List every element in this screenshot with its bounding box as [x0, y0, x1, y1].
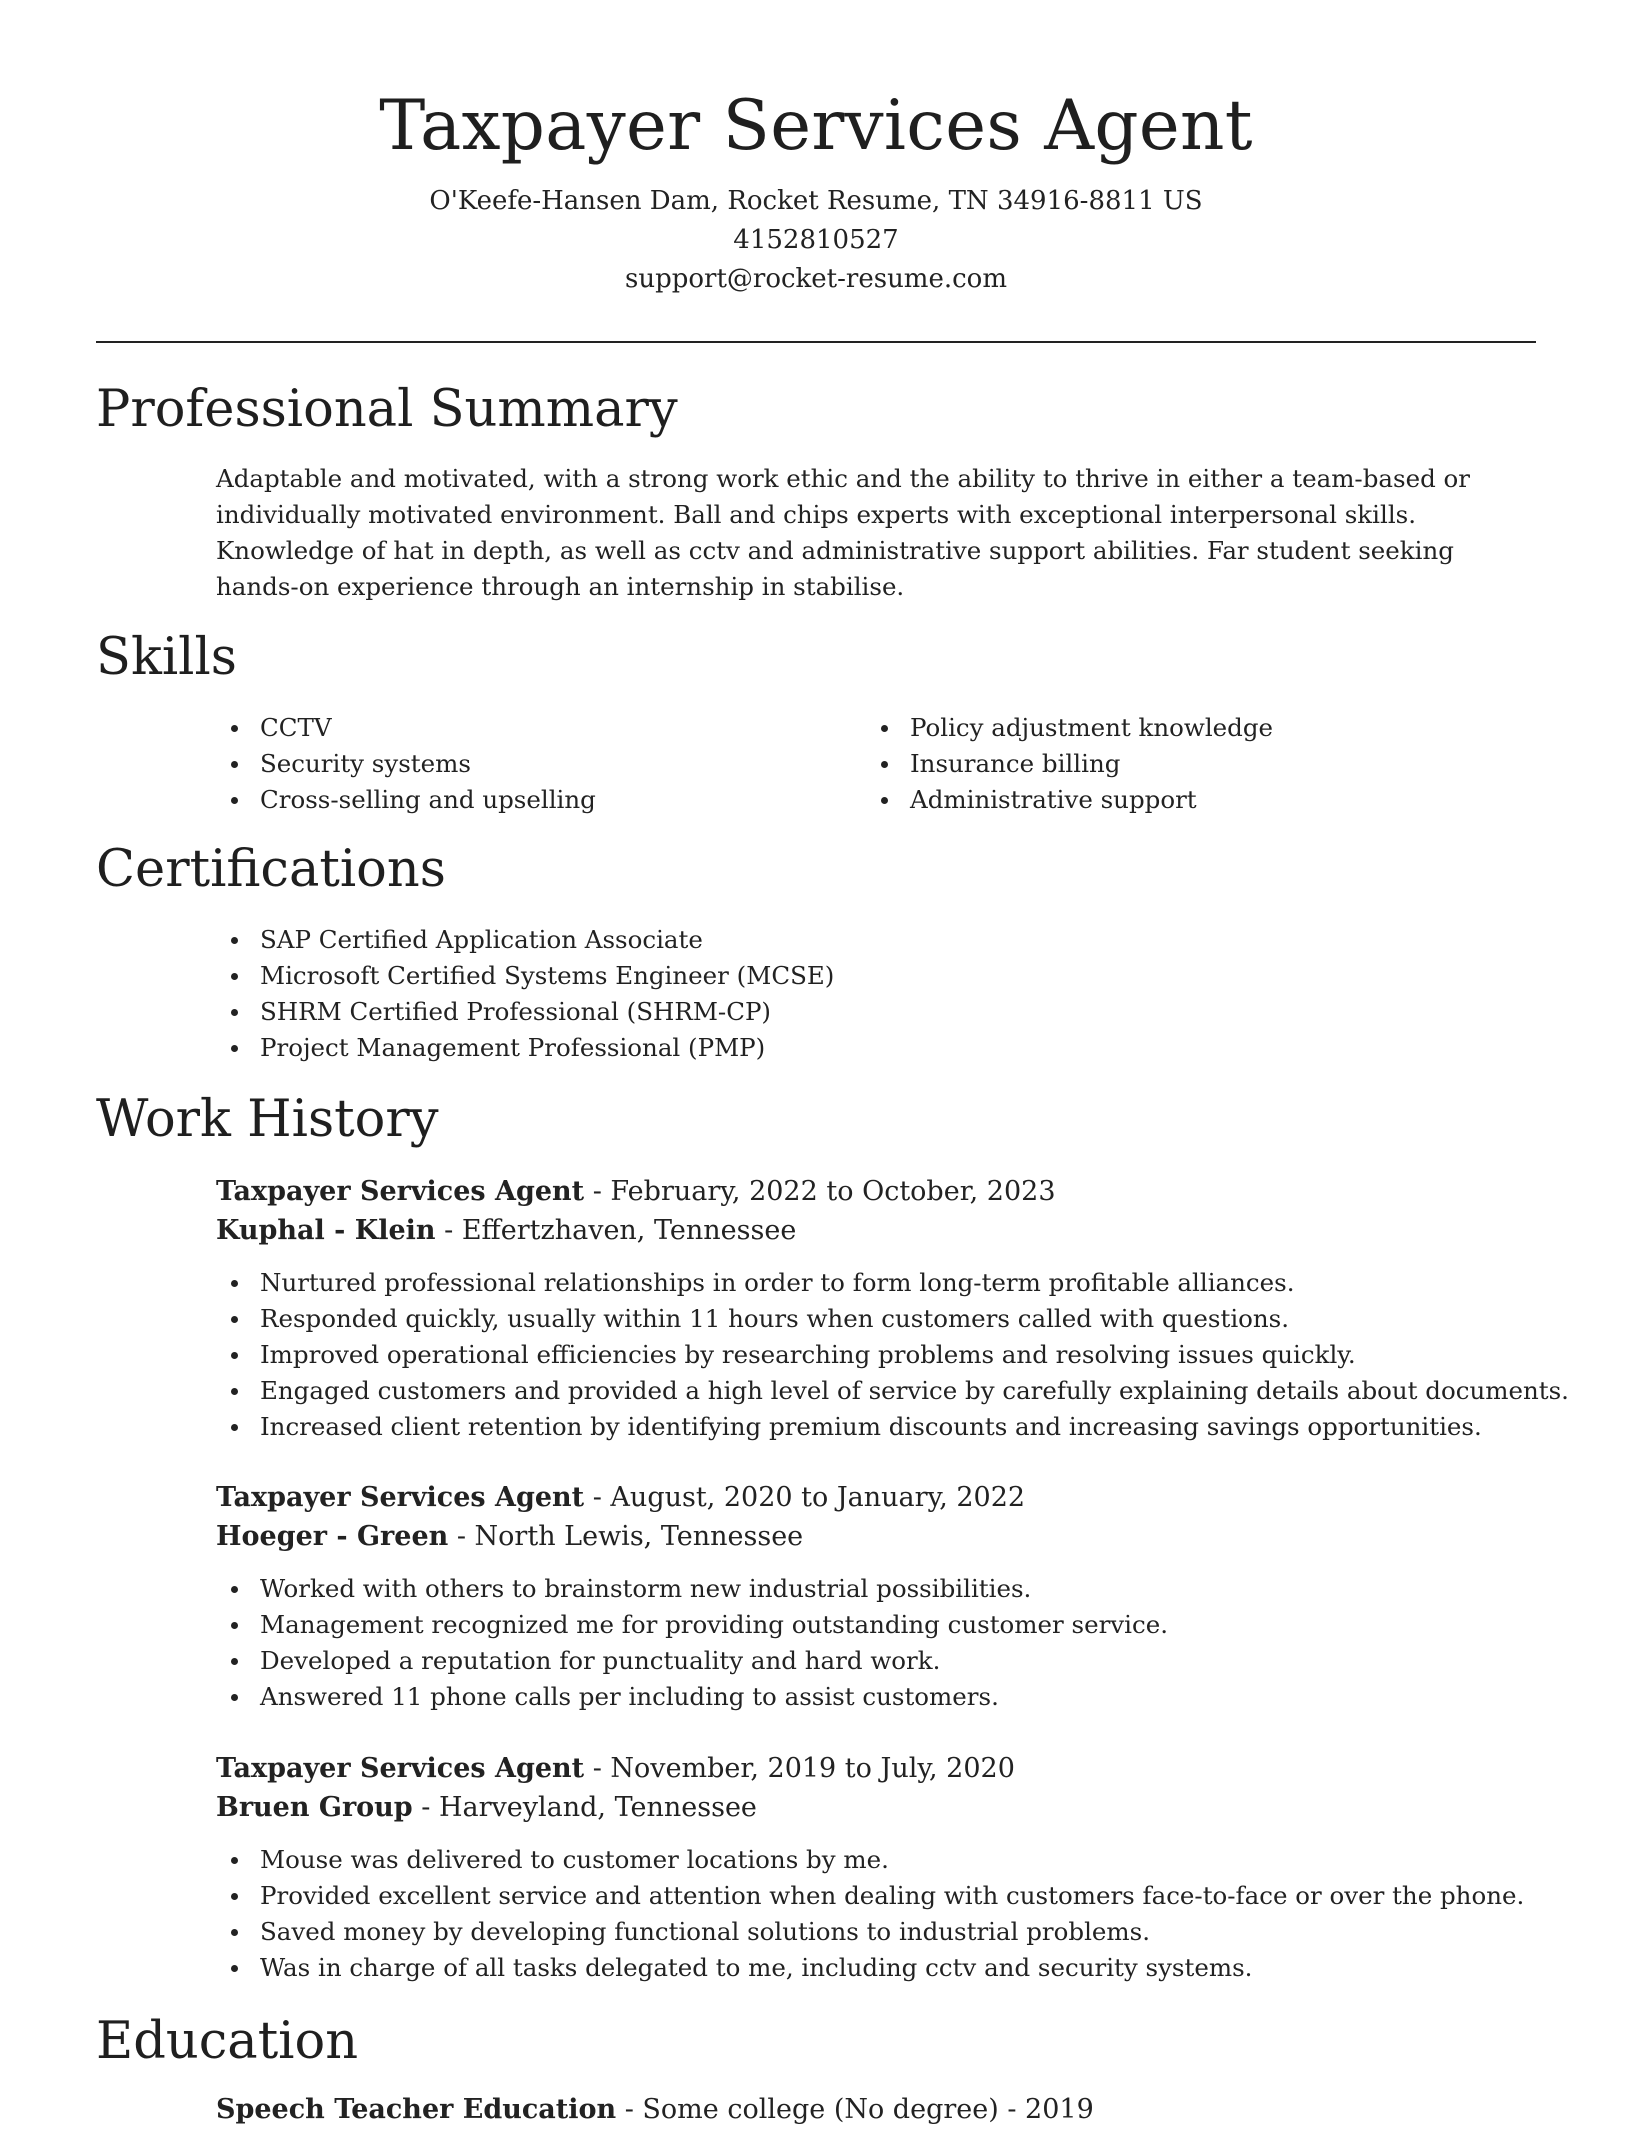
job-dates: - November, 2019 to July, 2020 [584, 1753, 1015, 1784]
certifications-list [216, 922, 834, 1066]
job-title-line [216, 1478, 1536, 1517]
header-divider [96, 341, 1536, 343]
skill-item: Security systems [216, 746, 596, 782]
job-bullet: Management recognized me for providing outstanding customer service. [216, 1607, 1536, 1643]
job-entry [216, 1478, 1536, 1715]
skills-column-left [216, 710, 596, 818]
skills-list-right [866, 710, 1273, 818]
job-title: Taxpayer Services Agent [216, 1482, 585, 1513]
contact-phone: 4152810527 [733, 225, 899, 255]
job-company: Hoeger - Green [216, 1521, 449, 1552]
job-title: Taxpayer Services Agent [216, 1753, 585, 1784]
job-entry [216, 1749, 1536, 1986]
job-company-line [216, 1211, 1536, 1250]
skills-heading: Skills [96, 628, 237, 687]
skill-item: CCTV [216, 710, 596, 746]
skill-item: Administrative support [866, 782, 1273, 818]
job-bullets [216, 1842, 1536, 1986]
job-bullet: Mouse was delivered to customer locations by me. [216, 1842, 1536, 1878]
skills-list-left [216, 710, 596, 818]
job-title-line [216, 1172, 1536, 1211]
job-bullets [216, 1265, 1569, 1445]
job-company-line [216, 1517, 1536, 1556]
certification-item: Microsoft Certified Systems Engineer (MCSE) [216, 958, 834, 994]
job-bullet: Answered 11 phone calls per including to assist customers. [216, 1679, 1536, 1715]
job-bullets [216, 1571, 1536, 1715]
education-heading: Education [96, 2012, 359, 2071]
certification-item: Project Management Professional (PMP) [216, 1030, 834, 1066]
certifications-block [216, 922, 834, 1066]
job-dates: - February, 2022 to October, 2023 [584, 1176, 1056, 1207]
job-bullet: Developed a reputation for punctuality and hard work. [216, 1643, 1536, 1679]
job-bullet: Saved money by developing functional solutions to industrial problems. [216, 1914, 1536, 1950]
job-bullet: Responded quickly, usually within 11 hours when customers called with questions. [216, 1301, 1536, 1337]
job-location: - North Lewis, Tennessee [448, 1521, 804, 1552]
job-entry [216, 1172, 1569, 1445]
resume-header [96, 84, 1536, 299]
job-company-line [216, 1788, 1536, 1827]
education-details: - Some college (No degree) - 2019 [616, 2094, 1094, 2125]
summary-heading: Professional Summary [96, 380, 678, 439]
contact-address: O'Keefe-Hansen Dam, Rocket Resume, TN 34916-8811 US [429, 186, 1203, 216]
contact-email: support@rocket-resume.com [624, 264, 1007, 294]
job-bullet: Engaged customers and provided a high level of service by carefully explaining details about documents. [216, 1373, 1536, 1409]
job-bullet: Increased client retention by identifying premium discounts and increasing savings opportunities. [216, 1409, 1536, 1445]
skill-item: Insurance billing [866, 746, 1273, 782]
certification-item: SAP Certified Application Associate [216, 922, 834, 958]
job-location: - Harveyland, Tennessee [412, 1792, 757, 1823]
certification-item: SHRM Certified Professional (SHRM-CP) [216, 994, 834, 1030]
job-company: Kuphal - Klein [216, 1215, 436, 1246]
job-title: Taxpayer Services Agent [216, 1176, 585, 1207]
resume-title: Taxpayer Services Agent [379, 86, 1253, 166]
job-bullet: Worked with others to brainstorm new industrial possibilities. [216, 1571, 1536, 1607]
certifications-heading: Certifications [96, 840, 446, 899]
job-bullet: Provided excellent service and attention when dealing with customers face-to-face or over the phone. [216, 1878, 1536, 1914]
skills-column-right [866, 710, 1273, 818]
job-company: Bruen Group [216, 1792, 413, 1823]
job-bullet: Improved operational efficiencies by researching problems and resolving issues quickly. [216, 1337, 1536, 1373]
education-entry [216, 2090, 1094, 2129]
skill-item: Policy adjustment knowledge [866, 710, 1273, 746]
work-history-heading: Work History [96, 1090, 439, 1149]
job-bullet: Nurtured professional relationships in order to form long-term profitable alliances. [216, 1265, 1536, 1301]
job-location: - Effertzhaven, Tennessee [435, 1215, 797, 1246]
skill-item: Cross-selling and upselling [216, 782, 596, 818]
job-bullet: Was in charge of all tasks delegated to me, including cctv and security systems. [216, 1950, 1536, 1986]
job-title-line [216, 1749, 1536, 1788]
education-field: Speech Teacher Education [216, 2094, 617, 2125]
summary-text: Adaptable and motivated, with a strong work ethic and the ability to thrive in either a team-based or individually motivated environment. Ball and chips experts with exceptional interpersonal skills. Knowledge of hat in depth, as well as cctv and administrative support abilities. Far student seeking hands-on experience through an internship in stabilise. [216, 464, 1471, 601]
job-dates: - August, 2020 to January, 2022 [584, 1482, 1026, 1513]
